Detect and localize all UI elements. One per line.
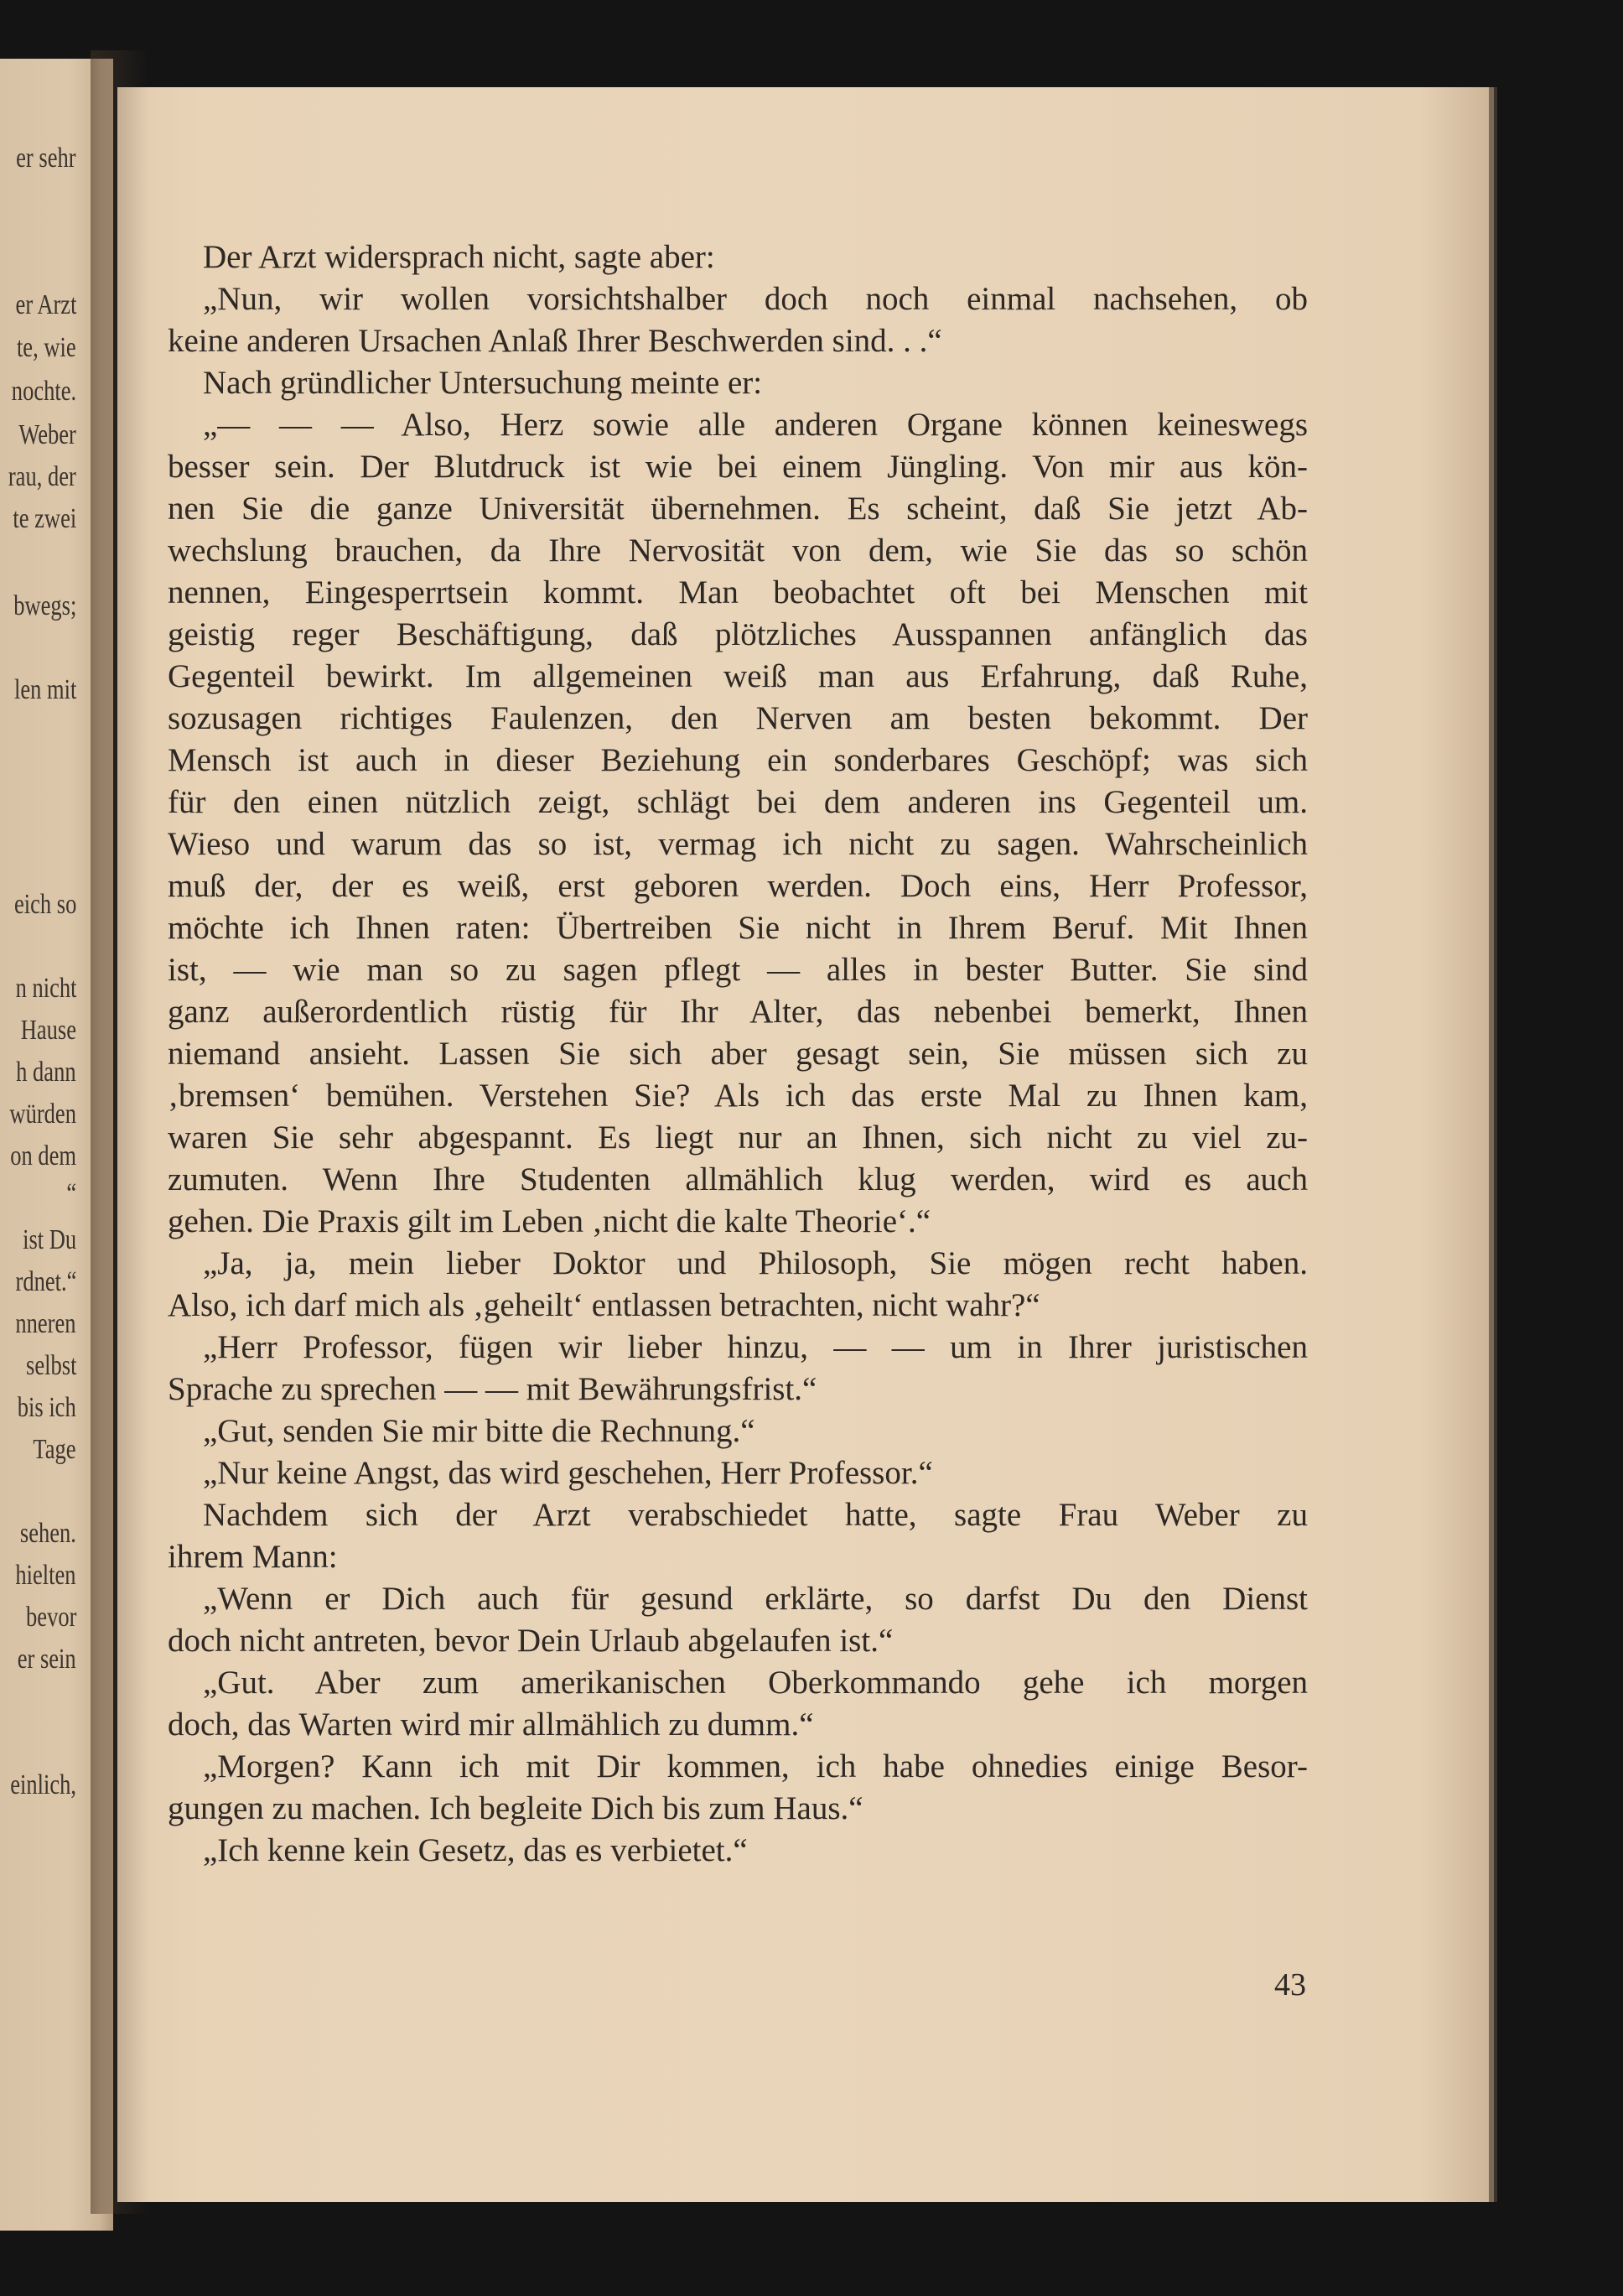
text-line: Nach gründlicher Untersuchung meinte er: xyxy=(203,365,763,401)
facing-page-text-fragment: te zwei xyxy=(13,503,76,534)
facing-page-text-fragment: h dann xyxy=(16,1057,76,1088)
text-line: zumuten. Wenn Ihre Studenten allmählich klug werden, wird es auch xyxy=(168,1161,1308,1197)
facing-page-text-fragment: er sehr xyxy=(16,143,76,174)
text-line: ganz außerordentlich rüstig für Ihr Alter, das nebenbei bemerkt, Ihnen xyxy=(168,994,1308,1030)
facing-page-text-fragment: er Arzt xyxy=(15,289,76,320)
facing-page-text-fragment: “ xyxy=(66,1178,76,1209)
text-line: Der Arzt widersprach nicht, sagte aber: xyxy=(203,239,715,275)
text-line: doch nicht antreten, bevor Dein Urlaub abgelaufen ist.“ xyxy=(168,1623,894,1659)
facing-page-text-fragment: würden xyxy=(9,1099,76,1130)
facing-page-text-fragment: len mit xyxy=(13,674,76,705)
facing-page-text-fragment: ist Du xyxy=(22,1224,76,1255)
facing-page-text-fragment: Weber xyxy=(18,419,76,450)
text-line: wechslung brauchen, da Ihre Nervosität von dem, wie Sie das so schön xyxy=(168,532,1308,569)
text-line: geistig reger Beschäftigung, daß plötzliches Ausspannen anfänglich das xyxy=(168,616,1308,652)
facing-page-text-fragment: bevor xyxy=(25,1602,76,1633)
text-line: für den einen nützlich zeigt, schlägt bei dem anderen ins Gegenteil um. xyxy=(168,784,1308,820)
facing-page-text-fragment: n nicht xyxy=(15,973,76,1004)
facing-page-text-fragment: on dem xyxy=(10,1140,76,1171)
text-line: ‚bremsen‘ bemühen. Verstehen Sie? Als ich das erste Mal zu Ihnen kam, xyxy=(168,1078,1308,1114)
text-line: möchte ich Ihnen raten: Übertreiben Sie nicht in Ihrem Beruf. Mit Ihnen xyxy=(168,910,1308,946)
text-line: gungen zu machen. Ich begleite Dich bis zum Haus.“ xyxy=(168,1790,863,1826)
page-body-text xyxy=(168,236,1308,1872)
text-line: doch, das Warten wird mir allmählich zu dumm.“ xyxy=(168,1706,814,1743)
facing-page-text-fragment: Hause xyxy=(20,1015,76,1046)
text-line: keine anderen Ursachen Anlaß Ihrer Beschwerden sind. . .“ xyxy=(168,323,942,359)
facing-page-text-fragment: sehen. xyxy=(19,1518,76,1549)
facing-page-text-fragment: nneren xyxy=(15,1308,76,1339)
facing-page-text-fragment: hielten xyxy=(15,1560,76,1591)
text-line: „Gut, senden Sie mir bitte die Rechnung.“ xyxy=(203,1413,755,1449)
text-line: Mensch ist auch in dieser Beziehung ein sonderbares Geschöpf; was sich xyxy=(168,742,1308,778)
text-line: ist, — wie man so zu sagen pflegt — alles in bester Butter. Sie sind xyxy=(168,952,1308,988)
text-line: Sprache zu sprechen — — mit Bewährungsfrist.“ xyxy=(168,1371,817,1407)
facing-page-text-fragment: einlich, xyxy=(10,1769,76,1800)
text-line: Nachdem sich der Arzt verabschiedet hatte, sagte Frau Weber zu xyxy=(203,1497,1308,1533)
text-line: waren Sie sehr abgespannt. Es liegt nur an Ihnen, sich nicht zu viel zu- xyxy=(168,1119,1308,1156)
facing-page-edge xyxy=(0,59,113,2231)
text-line: „Nun, wir wollen vorsichtshalber doch noch einmal nachsehen, ob xyxy=(203,281,1308,317)
text-line: „Morgen? Kann ich mit Dir kommen, ich habe ohnedies einige Besor- xyxy=(203,1748,1308,1784)
text-line: „Ja, ja, mein lieber Doktor und Philosoph, Sie mögen recht haben. xyxy=(203,1245,1308,1281)
text-line: besser sein. Der Blutdruck ist wie bei einem Jüngling. Von mir aus kön- xyxy=(168,449,1308,485)
text-line: niemand ansieht. Lassen Sie sich aber gesagt sein, Sie müssen sich zu xyxy=(168,1036,1308,1072)
text-line: Also, ich darf mich als ‚geheilt‘ entlassen betrachten, nicht wahr?“ xyxy=(168,1287,1040,1323)
facing-page-text-fragment: selbst xyxy=(25,1350,76,1381)
text-line: muß der, der es weiß, erst geboren werden. Doch eins, Herr Professor, xyxy=(168,868,1308,904)
text-line: ihrem Mann: xyxy=(168,1539,338,1575)
facing-page-text-fragment: rdnet.“ xyxy=(15,1266,76,1297)
text-line: sozusagen richtiges Faulenzen, den Nerven am besten bekommt. Der xyxy=(168,700,1308,736)
text-line: „Gut. Aber zum amerikanischen Oberkommando gehe ich morgen xyxy=(203,1665,1308,1701)
text-line: „Ich kenne kein Gesetz, das es verbietet.“ xyxy=(203,1832,748,1868)
text-line: „— — — Also, Herz sowie alle anderen Organe können keineswegs xyxy=(203,407,1308,443)
text-line: „Herr Professor, fügen wir lieber hinzu, — — um in Ihrer juristischen xyxy=(203,1329,1308,1365)
facing-page-text-fragment: eich so xyxy=(13,889,76,920)
text-line: Gegenteil bewirkt. Im allgemeinen weiß man aus Erfahrung, daß Ruhe, xyxy=(168,658,1308,694)
text-line: „Nur keine Angst, das wird geschehen, Herr Professor.“ xyxy=(203,1455,933,1491)
text-line: nen Sie die ganze Universität übernehmen. Es scheint, daß Sie jetzt Ab- xyxy=(168,491,1308,527)
facing-page-text-fragment: er sein xyxy=(18,1644,76,1675)
facing-page-text-fragment: rau, der xyxy=(8,461,76,492)
page-number: 43 xyxy=(1274,1967,1306,2003)
text-line: Wieso und warum das so ist, vermag ich nicht zu sagen. Wahrscheinlich xyxy=(168,826,1308,862)
text-line: nennen, Eingesperrtsein kommt. Man beobachtet oft bei Menschen mit xyxy=(168,574,1308,610)
text-line: „Wenn er Dich auch für gesund erklärte, so darfst Du den Dienst xyxy=(203,1581,1308,1617)
facing-page-text-fragment: Tage xyxy=(33,1434,76,1465)
facing-page-text-fragment: bis ich xyxy=(18,1392,76,1423)
facing-page-text-fragment: bwegs; xyxy=(13,590,76,621)
text-line: gehen. Die Praxis gilt im Leben ‚nicht die kalte Theorie‘.“ xyxy=(168,1203,931,1239)
facing-page-text-fragment: nochte. xyxy=(11,376,76,407)
facing-page-text-fragment: te, wie xyxy=(17,332,76,363)
book-page xyxy=(117,87,1489,2202)
